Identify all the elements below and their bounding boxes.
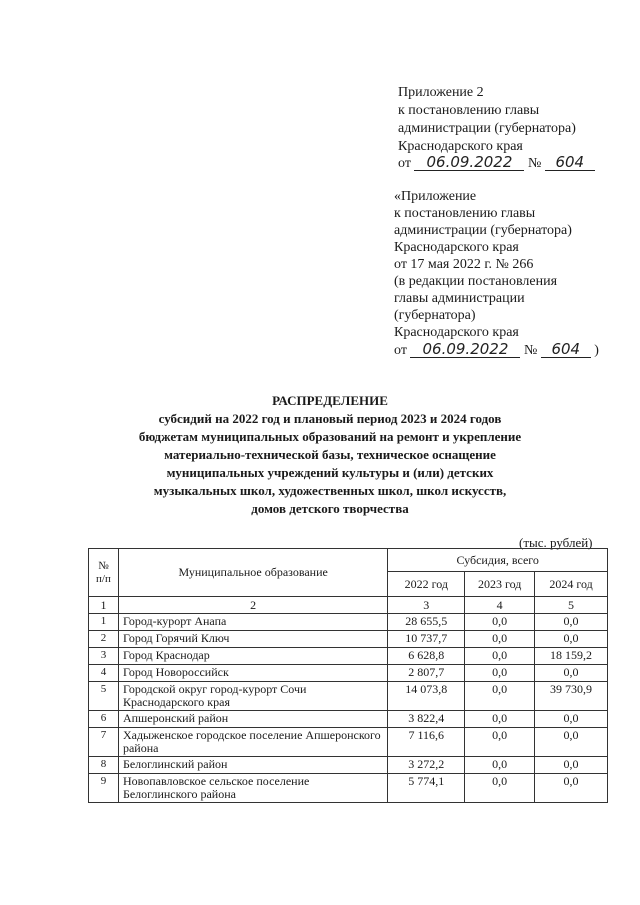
value-2024: 0,0 [535,631,608,648]
prev-appendix-line: «Приложение [394,189,477,204]
municipality-name: Хадыженское городское поселение Апшеронского района [118,728,387,757]
subsidy-table [88,548,608,803]
value-2022: 28 655,5 [388,614,465,631]
value-2024: 0,0 [535,774,608,803]
value-2024: 18 159,2 [535,648,608,665]
municipality-name: Городской округ город-курорт Сочи Краснодарского края [118,682,387,711]
col-header-subsidy: Субсидия, всего [388,549,608,572]
value-2022: 6 628,8 [388,648,465,665]
number-prefix: № [523,343,538,358]
table-row [89,728,608,757]
value-2022: 7 116,6 [388,728,465,757]
title-line: субсидий на 2022 год и плановый период 2023 и 2024 годов [158,411,502,426]
appendix-line: к постановлению главы [398,103,540,118]
value-2023: 0,0 [465,665,535,682]
col-number: 1 [89,597,119,614]
handwritten-date: 06.09.2022 [410,342,520,358]
table-row [89,631,608,648]
municipality-name: Новопавловское сельское поселение Белоглинского района [118,774,387,803]
value-2024: 39 730,9 [535,682,608,711]
row-number: 2 [89,631,119,648]
table-row [89,711,608,728]
row-number: 5 [89,682,119,711]
units-label: (тыс. рублей) [519,535,593,550]
prev-appendix-line: от 17 мая 2022 г. № 266 [394,257,534,272]
value-2023: 0,0 [465,711,535,728]
col-header-name: Муниципальное образование [118,549,387,597]
value-2023: 0,0 [465,648,535,665]
prev-appendix-line: Краснодарского края [394,240,519,255]
value-2024: 0,0 [535,711,608,728]
appendix-line: администрации (губернатора) [398,121,576,136]
value-2023: 0,0 [465,631,535,648]
col-header-year: 2022 год [388,572,465,597]
appendix-date-line [398,155,595,171]
value-2022: 5 774,1 [388,774,465,803]
row-number: 1 [89,614,119,631]
row-number: 8 [89,757,119,774]
prev-appendix-date-line [394,342,599,358]
number-prefix: № [527,156,542,171]
value-2024: 0,0 [535,757,608,774]
value-2023: 0,0 [465,774,535,803]
value-2023: 0,0 [465,757,535,774]
closing-parenthesis: ) [594,343,599,358]
table-row [89,665,608,682]
column-number-row [89,597,608,614]
document-heading: РАСПРЕДЕЛЕНИЕ [272,393,388,408]
value-2024: 0,0 [535,728,608,757]
table-row [89,648,608,665]
col-header-year: 2023 год [465,572,535,597]
prev-appendix-line: к постановлению главы [394,206,536,221]
table-row [89,682,608,711]
prev-appendix-line: (губернатора) [394,308,476,323]
value-2023: 0,0 [465,728,535,757]
municipality-name: Город Краснодар [118,648,387,665]
handwritten-number: 604 [541,342,591,358]
table-row [89,757,608,774]
value-2022: 2 807,7 [388,665,465,682]
prev-appendix-line: (в редакции постановления [394,274,558,289]
title-line: домов детского творчества [251,501,409,516]
value-2022: 14 073,8 [388,682,465,711]
value-2024: 0,0 [535,665,608,682]
prev-appendix-line: главы администрации [394,291,525,306]
value-2022: 10 737,7 [388,631,465,648]
municipality-name: Город Горячий Ключ [118,631,387,648]
table-row [89,774,608,803]
row-number: 4 [89,665,119,682]
col-number: 3 [388,597,465,614]
handwritten-date: 06.09.2022 [414,155,524,171]
col-number: 2 [118,597,387,614]
title-line: материально-технической базы, техническое оснащение [164,447,496,462]
municipality-name: Белоглинский район [118,757,387,774]
value-2024: 0,0 [535,614,608,631]
col-number: 4 [465,597,535,614]
appendix-line: Краснодарского края [398,139,523,154]
date-prefix: от [398,156,411,171]
row-number: 9 [89,774,119,803]
col-header-year: 2024 год [535,572,608,597]
col-number: 5 [535,597,608,614]
col-header-no: № п/п [89,549,119,597]
title-line: муниципальных учреждений культуры и (или) детских [166,465,494,480]
prev-appendix-line: администрации (губернатора) [394,223,572,238]
value-2023: 0,0 [465,614,535,631]
value-2022: 3 272,2 [388,757,465,774]
municipality-name: Апшеронский район [118,711,387,728]
row-number: 6 [89,711,119,728]
date-prefix: от [394,343,407,358]
municipality-name: Город-курорт Анапа [118,614,387,631]
prev-appendix-line: Краснодарского края [394,325,519,340]
title-line: бюджетам муниципальных образований на ремонт и укрепление [138,429,522,444]
municipality-name: Город Новороссийск [118,665,387,682]
row-number: 7 [89,728,119,757]
table-row [89,614,608,631]
title-line: музыкальных школ, художественных школ, школ искусств, [153,483,507,498]
row-number: 3 [89,648,119,665]
value-2023: 0,0 [465,682,535,711]
appendix-line: Приложение 2 [398,85,484,100]
handwritten-number: 604 [545,155,595,171]
value-2022: 3 822,4 [388,711,465,728]
